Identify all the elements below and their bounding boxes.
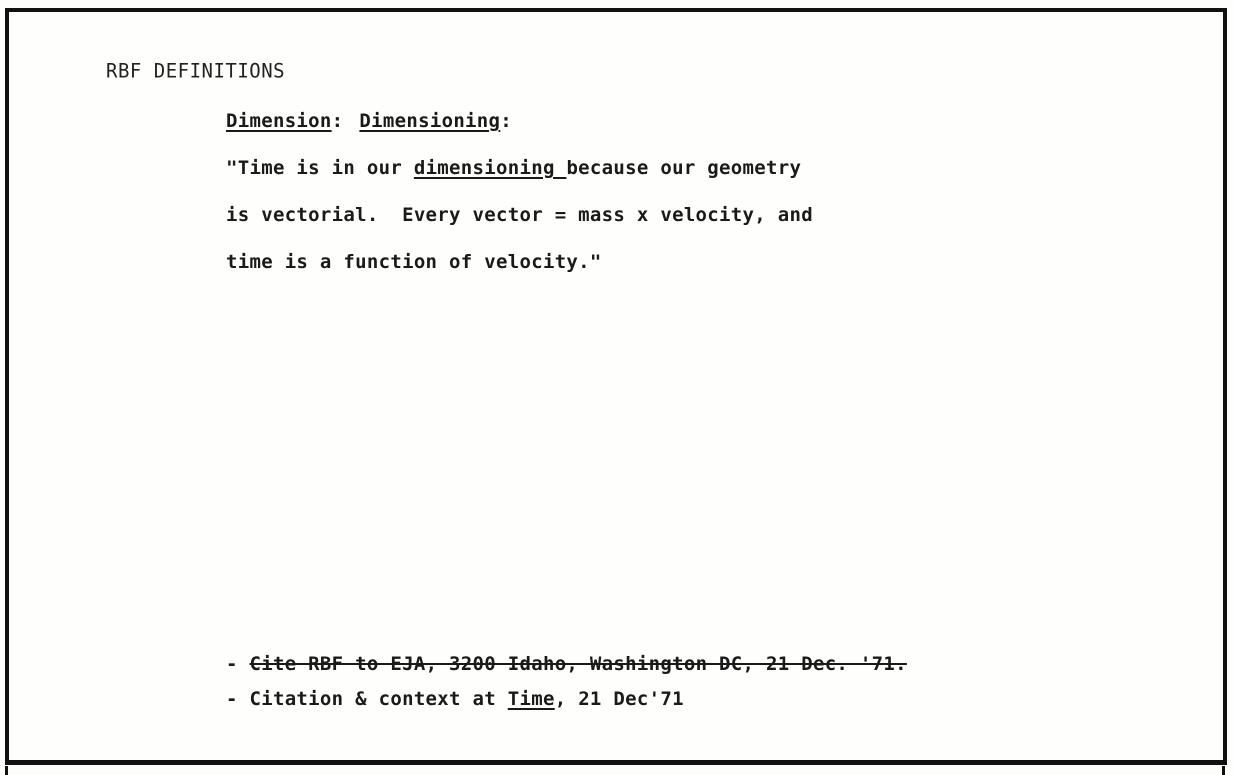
struck-citation-prefix: - [226, 653, 250, 675]
struck-citation [226, 653, 907, 675]
card-heading: RBF DEFINITIONS [106, 59, 286, 83]
quote-line-1 [226, 157, 801, 179]
citation-line [226, 688, 684, 710]
quote-line-2: is vectorial. Every vector = mass x velocity, and [226, 204, 813, 226]
quote-line-1-a: "Time is in our [226, 157, 414, 179]
quote-line-3: time is a function of velocity." [226, 251, 602, 273]
term-primary: Dimension [226, 110, 332, 132]
citation-suffix: , 21 Dec'71 [554, 688, 684, 710]
quote-line-1-b: because our geometry [566, 157, 802, 179]
struck-citation-text: Cite RBF to EJA, 3200 Idaho, Washington DC, 21 Dec. '71. [249, 653, 907, 675]
next-card-edge [5, 766, 1225, 775]
term-secondary-suffix: : [500, 110, 513, 132]
citation-source: Time [507, 688, 555, 710]
quote-line-1-underlined: dimensioning [413, 157, 567, 179]
index-card [5, 8, 1227, 765]
term-secondary: Dimensioning [359, 110, 501, 132]
citation-prefix: - Citation & context at [226, 688, 508, 710]
term-separator: : [331, 110, 344, 132]
term-line [226, 110, 512, 132]
